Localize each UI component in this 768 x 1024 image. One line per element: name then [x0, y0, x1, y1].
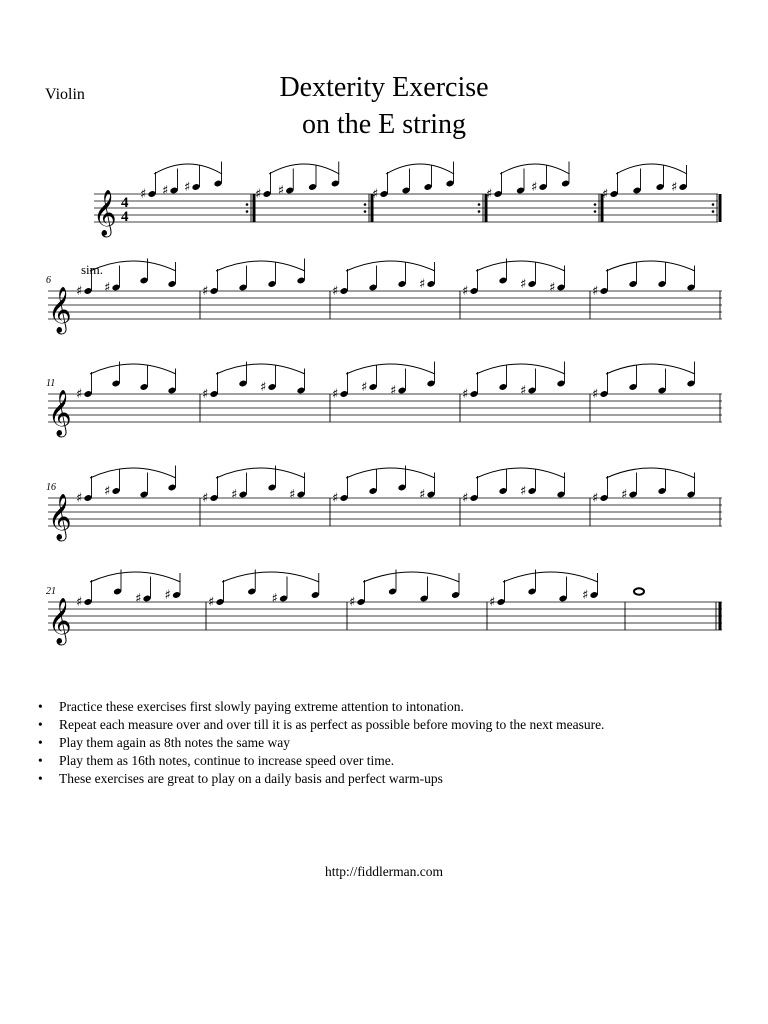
measure-number: 16	[46, 482, 56, 493]
slur	[363, 572, 460, 582]
slur	[154, 164, 222, 174]
sim-marking: sim.	[81, 262, 104, 277]
measure-number: 6	[46, 275, 51, 286]
sharp-sign: ♯	[162, 183, 169, 199]
repeat-dot	[246, 203, 249, 206]
repeat-dot	[364, 203, 367, 206]
sharp-sign: ♯	[76, 387, 83, 402]
title-line-2: on the E string	[301, 109, 467, 140]
title-line-1: Dexterity Exercise	[279, 72, 489, 103]
repeat-dot	[478, 203, 481, 206]
measure-number: 21	[46, 586, 56, 597]
sharp-sign: ♯	[592, 284, 599, 299]
slur	[500, 164, 570, 174]
sharp-sign: ♯	[520, 383, 527, 399]
slur	[616, 164, 687, 174]
repeat-dot	[246, 210, 249, 213]
sharp-sign: ♯	[549, 280, 556, 296]
sharp-sign: ♯	[419, 487, 426, 503]
whole-note	[634, 588, 644, 594]
sharp-sign: ♯	[531, 180, 538, 195]
slur	[476, 261, 565, 271]
footer-url: http://fiddlerman.com	[324, 864, 444, 879]
sharp-sign: ♯	[76, 491, 83, 506]
slur	[606, 468, 695, 478]
sharp-sign: ♯	[231, 487, 238, 503]
sharp-sign: ♯	[271, 591, 278, 607]
time-signature-denominator: 4	[121, 209, 129, 225]
instruction-item: • Repeat each measure over and over till it is as perfect as possible before moving to the next measure.	[38, 716, 604, 734]
sharp-sign: ♯	[76, 284, 83, 299]
slur	[222, 572, 319, 582]
sharp-sign: ♯	[349, 595, 356, 610]
slur	[346, 261, 435, 271]
repeat-dot	[594, 203, 597, 206]
slur	[476, 364, 565, 374]
sharp-sign: ♯	[135, 591, 142, 607]
slur	[503, 572, 598, 582]
sharp-sign: ♯	[592, 387, 599, 402]
sharp-sign: ♯	[489, 595, 496, 610]
repeat-dot	[478, 210, 481, 213]
repeat-dot	[712, 210, 715, 213]
sharp-sign: ♯	[76, 595, 83, 610]
slur	[269, 164, 339, 174]
sharp-sign: ♯	[289, 487, 296, 503]
slur	[90, 572, 181, 582]
sharp-sign: ♯	[208, 595, 215, 610]
slur	[216, 364, 305, 374]
sharp-sign: ♯	[602, 187, 609, 202]
sharp-sign: ♯	[332, 387, 339, 402]
slur	[606, 261, 695, 271]
sharp-sign: ♯	[462, 491, 469, 506]
sharp-sign: ♯	[332, 491, 339, 506]
sharp-sign: ♯	[582, 588, 589, 603]
slur	[90, 364, 176, 374]
measure-number: 11	[46, 378, 56, 389]
sharp-sign: ♯	[520, 277, 527, 292]
treble-clef: 𝄞	[48, 390, 72, 436]
sharp-sign: ♯	[260, 380, 267, 395]
slur	[606, 364, 695, 374]
slur	[476, 468, 565, 478]
sharp-sign: ♯	[520, 484, 527, 499]
slur	[346, 468, 435, 478]
sharp-sign: ♯	[332, 284, 339, 299]
slur	[216, 468, 305, 478]
sharp-sign: ♯	[372, 187, 379, 202]
sharp-sign: ♯	[419, 277, 426, 292]
sharp-sign: ♯	[104, 484, 111, 499]
treble-clef: 𝄞	[48, 287, 72, 333]
time-signature-numerator: 4	[121, 195, 129, 211]
slur	[90, 468, 176, 478]
sharp-sign: ♯	[462, 284, 469, 299]
sharp-sign: ♯	[390, 383, 397, 399]
sharp-sign: ♯	[621, 487, 628, 503]
sharp-sign: ♯	[361, 380, 368, 395]
instruction-item: • These exercises are great to play on a daily basis and perfect warm-ups	[38, 770, 604, 788]
treble-clef: 𝄞	[48, 494, 72, 540]
slur	[216, 261, 305, 271]
treble-clef: 𝄞	[48, 598, 72, 644]
sharp-sign: ♯	[462, 387, 469, 402]
instrument-label: Violin	[45, 86, 85, 103]
sharp-sign: ♯	[140, 187, 147, 202]
sharp-sign: ♯	[202, 284, 209, 299]
treble-clef: 𝄞	[93, 190, 117, 236]
instruction-item: • Play them as 16th notes, continue to increase speed over time.	[38, 752, 604, 770]
slur	[386, 164, 454, 174]
repeat-dot	[712, 203, 715, 206]
sharp-sign: ♯	[592, 491, 599, 506]
sharp-sign: ♯	[202, 491, 209, 506]
instruction-item: • Practice these exercises first slowly paying extreme attention to intonation.	[38, 698, 604, 716]
sharp-sign: ♯	[104, 280, 111, 296]
sharp-sign: ♯	[184, 180, 191, 195]
slur	[346, 364, 435, 374]
repeat-dot	[364, 210, 367, 213]
instructions-list	[38, 698, 604, 788]
sharp-sign: ♯	[486, 187, 493, 202]
sharp-sign: ♯	[164, 588, 171, 603]
sharp-sign: ♯	[671, 180, 678, 195]
sharp-sign: ♯	[277, 183, 285, 199]
repeat-dot	[594, 210, 597, 213]
sharp-sign: ♯	[255, 187, 262, 202]
sharp-sign: ♯	[202, 387, 209, 402]
instruction-item: • Play them again as 8th notes the same way	[38, 734, 604, 752]
